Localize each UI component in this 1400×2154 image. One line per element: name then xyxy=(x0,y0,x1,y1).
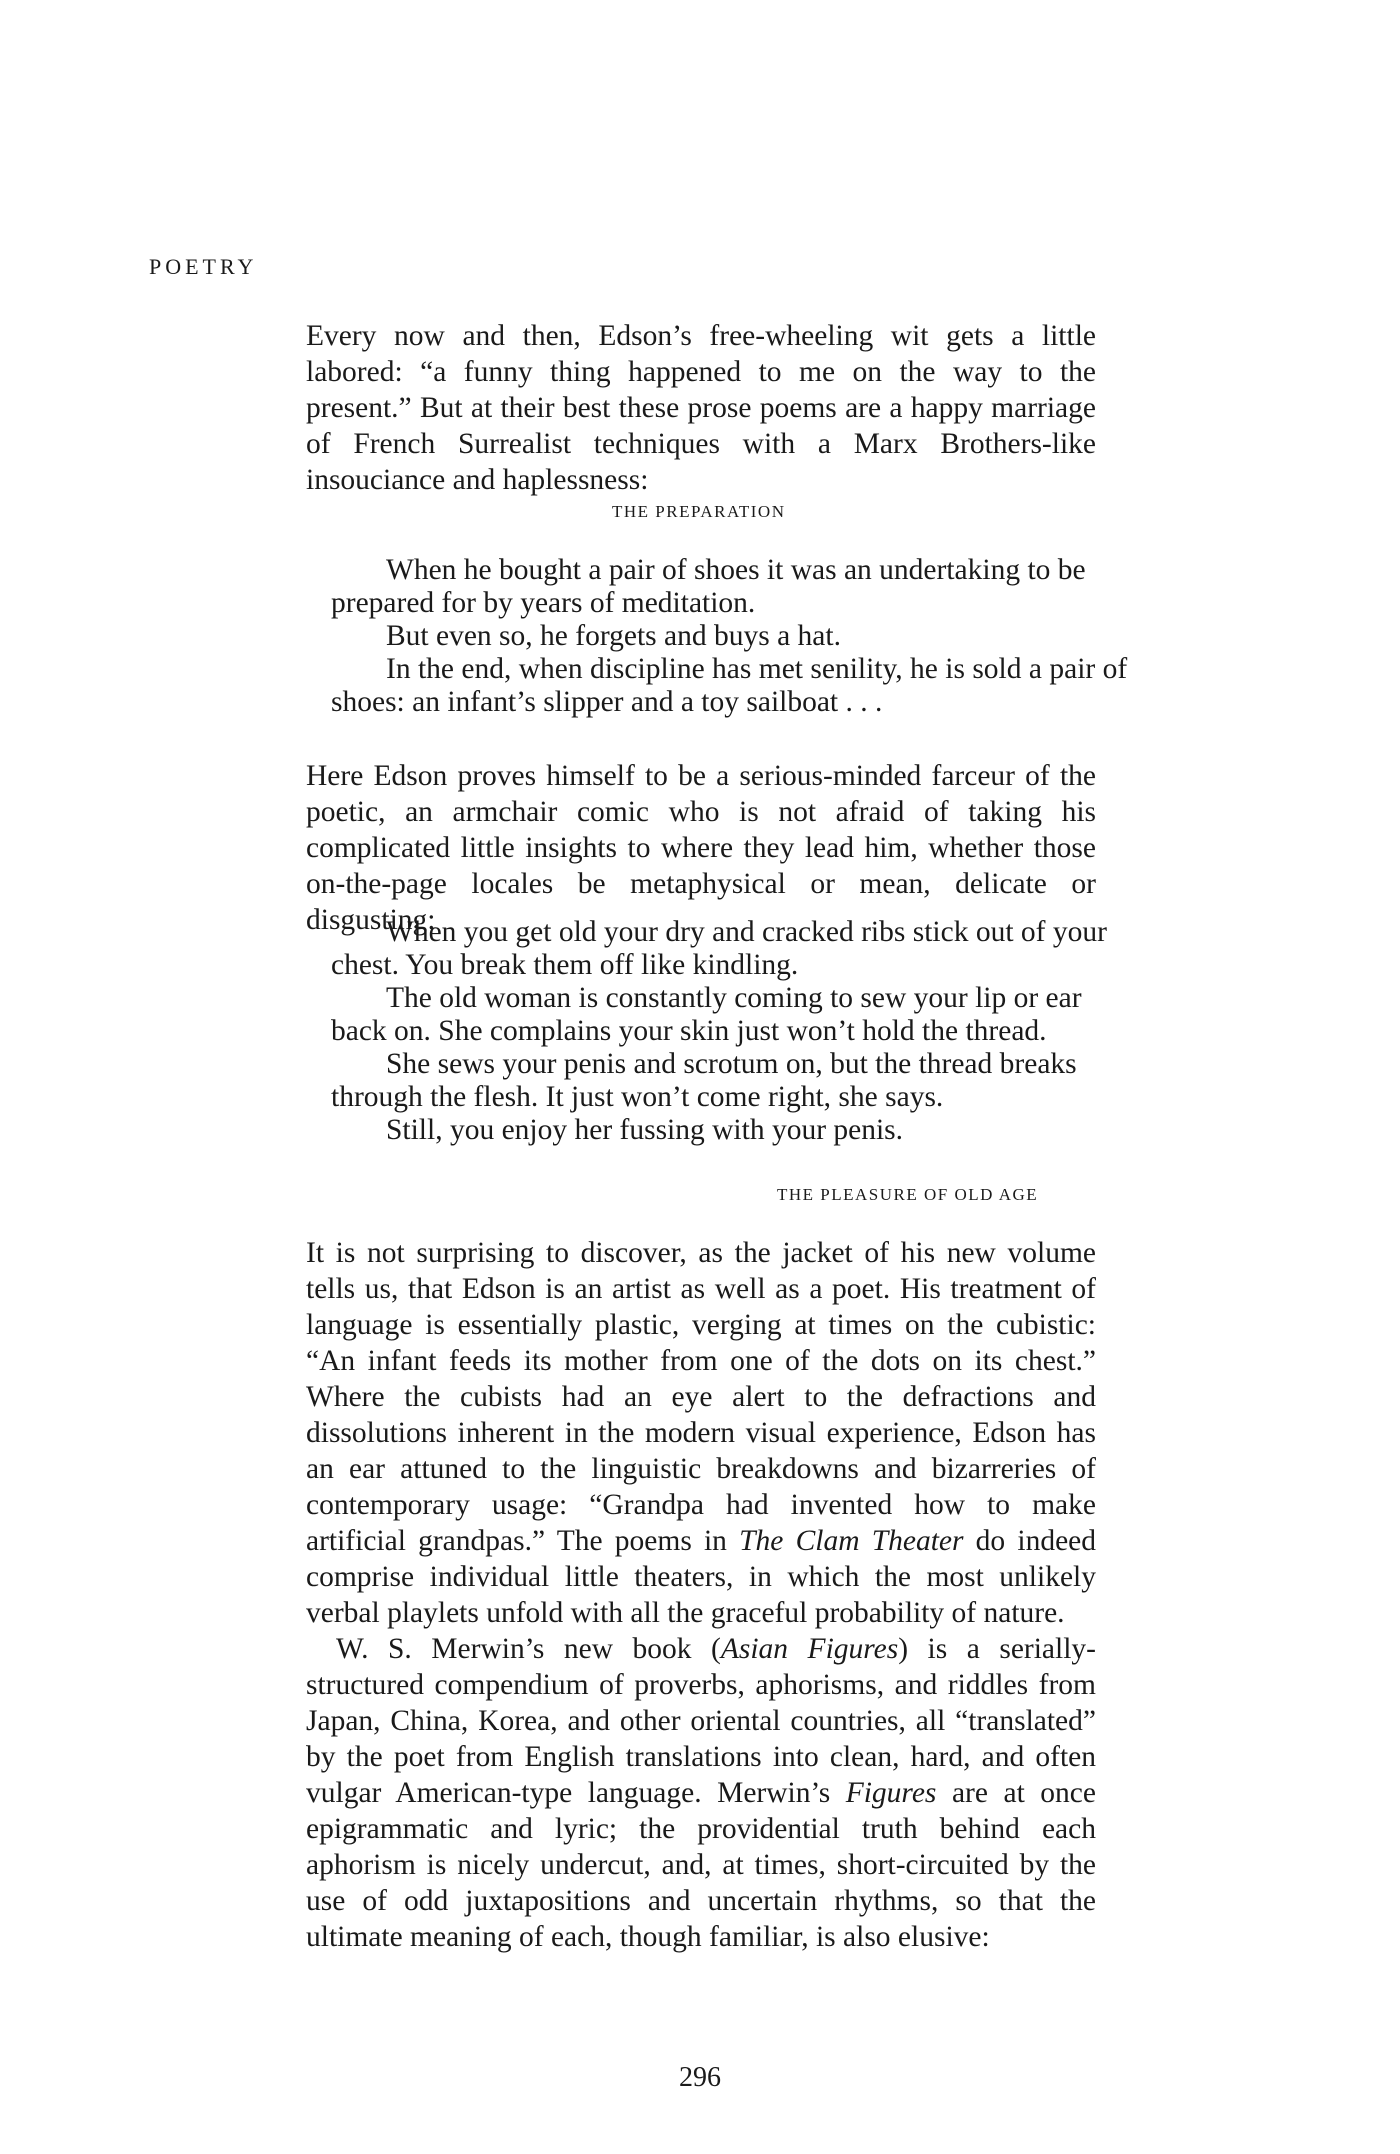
book-title-asian-figures: Asian Figures xyxy=(720,1633,899,1665)
book-title-figures: Figures xyxy=(845,1777,937,1809)
paragraph-3-text: It is not surprising to discover, as the jacket of his new volume tells us, that Edson is an artist as well as a poet. His treatment of language is essentially plastic, verging at times on the cubistic: “An infant feeds its mother from one of the dots on its chest.” Where the cubists had an eye alert to the defractions and dissolutions inherent in the modern visual experience, Edson has an ear attuned to the linguistic breakdowns and bizarreries of contemporary usage: “Grandpa had invented how to make artificial grandpas.” The poems in xyxy=(306,1237,1096,1557)
book-title-clam-theater: The Clam Theater xyxy=(739,1525,964,1557)
paragraph-2-text: Here Edson proves himself to be a serious-minded farceur of the poetic, an armchair comic who is not afraid of taking his complicated little insights to where they lead him, whether those on-the-page locales be metaphysical or mean, delicate or disgusting: xyxy=(306,760,1096,936)
running-head: POETRY xyxy=(149,254,258,279)
poem-line: shoes: an infant’s slipper and a toy sailboat . . . xyxy=(331,686,883,718)
paragraph-4 xyxy=(306,1631,1096,1955)
paragraph-3 xyxy=(306,1235,1096,1631)
poem-line: back on. She complains your skin just won’t hold the thread. xyxy=(331,1015,1047,1047)
poem-line: The old woman is constantly coming to sew your lip or ear xyxy=(386,982,1082,1014)
paragraph-4-end: are at once epigrammatic and lyric; the providential truth behind each aphorism is nicely undercut, and, at times, short-circuited by the use of odd juxtapositions and uncertain rhythms, so that the ultimate meaning of each, though familiar, is also elusive: xyxy=(306,1777,1096,1953)
poem-line: When you get old your dry and cracked ribs stick out of your xyxy=(386,916,1107,948)
paragraph-1-text: Every now and then, Edson’s free-wheeling wit gets a little labored: “a funny thing happened to me on the way to the present.” But at their best these prose poems are a happy marriage of French Surrealist techniques with a Marx Brothers-like insouciance and haplessness: xyxy=(306,320,1096,496)
poem-line: In the end, when discipline has met senility, he is sold a pair of xyxy=(386,653,1128,685)
paragraph-1 xyxy=(306,318,1096,498)
poem-line: through the flesh. It just won’t come right, she says. xyxy=(331,1081,944,1113)
poem-line: Still, you enjoy her fussing with your penis. xyxy=(386,1114,904,1146)
paragraph-3-end: do indeed comprise individual little theaters, in which the most unlikely verbal playlets unfold with all the graceful probability of nature. xyxy=(306,1525,1097,1629)
poem-line: But even so, he forgets and buys a hat. xyxy=(386,620,841,652)
poem-old-age xyxy=(331,916,1107,1147)
poem-line: When he bought a pair of shoes it was an undertaking to be xyxy=(386,554,1086,586)
poem-line: chest. You break them off like kindling. xyxy=(331,949,799,981)
paragraph-4-start: W. S. Merwin’s new book ( xyxy=(336,1633,721,1665)
poem-preparation xyxy=(331,554,1127,719)
paragraph-2 xyxy=(306,758,1096,938)
paragraph-block-3-4 xyxy=(306,1235,1096,1955)
page-number: 296 xyxy=(679,2062,721,2093)
poem-line: prepared for by years of meditation. xyxy=(331,587,756,619)
poem-line: She sews your penis and scrotum on, but the thread breaks xyxy=(386,1048,1077,1080)
paragraph-4-mid: ) is a serially-structured compendium of proverbs, aphorisms, and riddles from Japan, China, Korea, and other oriental countries, all “translated” by the poet from English translations into clean, hard, and often vulgar American-type language. Merwin’s xyxy=(306,1633,1096,1809)
poem-title-preparation: THE PREPARATION xyxy=(612,502,786,521)
poem-title-old-age: THE PLEASURE OF OLD AGE xyxy=(777,1185,1039,1204)
